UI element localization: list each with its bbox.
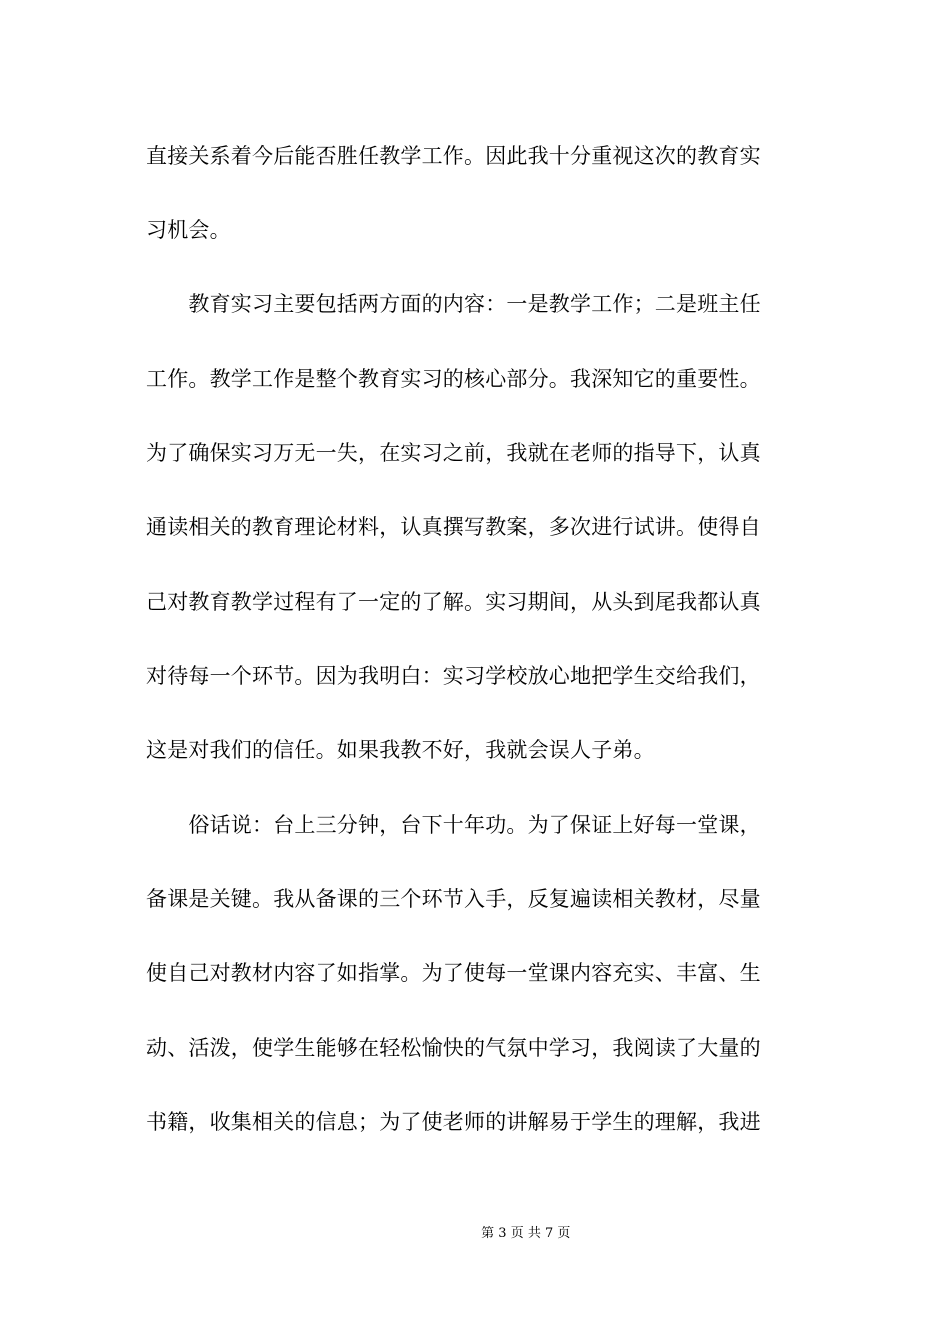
text-line: 使自己对教材内容了如指掌。为了使每一堂课内容充实、丰富、生 [146,961,761,985]
text-line: 备课是关键。我从备课的三个环节入手，反复遍读相关教材，尽量 [146,887,761,911]
text-line: 工作。教学工作是整个教育实习的核心部分。我深知它的重要性。 [146,367,761,391]
text-line: 通读相关的教育理论材料，认真撰写教案，多次进行试讲。使得自 [146,515,761,539]
text-line: 己对教育教学过程有了一定的了解。实习期间，从头到尾我都认真 [146,590,761,614]
page-number: 第 3 页 共 7 页 [481,1226,571,1241]
text-line: 这是对我们的信任。如果我教不好，我就会误人子弟。 [146,738,655,762]
text-line: 书籍，收集相关的信息；为了使老师的讲解易于学生的理解，我进 [146,1110,761,1134]
text-line: 俗话说：台上三分钟，台下十年功。为了保证上好每一堂课， [146,813,761,837]
text-line: 对待每一个环节。因为我明白：实习学校放心地把学生交给我们， [146,664,761,688]
text-line: 直接关系着今后能否胜任教学工作。因此我十分重视这次的教育实 [146,144,761,168]
text-line: 教育实习主要包括两方面的内容：一是教学工作；二是班主任 [146,292,761,316]
text-line: 动、活泼，使学生能够在轻松愉快的气氛中学习，我阅读了大量的 [146,1036,761,1060]
text-line: 习机会。 [146,218,231,242]
page-footer [0,1207,950,1261]
text-line: 为了确保实习万无一失，在实习之前，我就在老师的指导下，认真 [146,441,761,465]
